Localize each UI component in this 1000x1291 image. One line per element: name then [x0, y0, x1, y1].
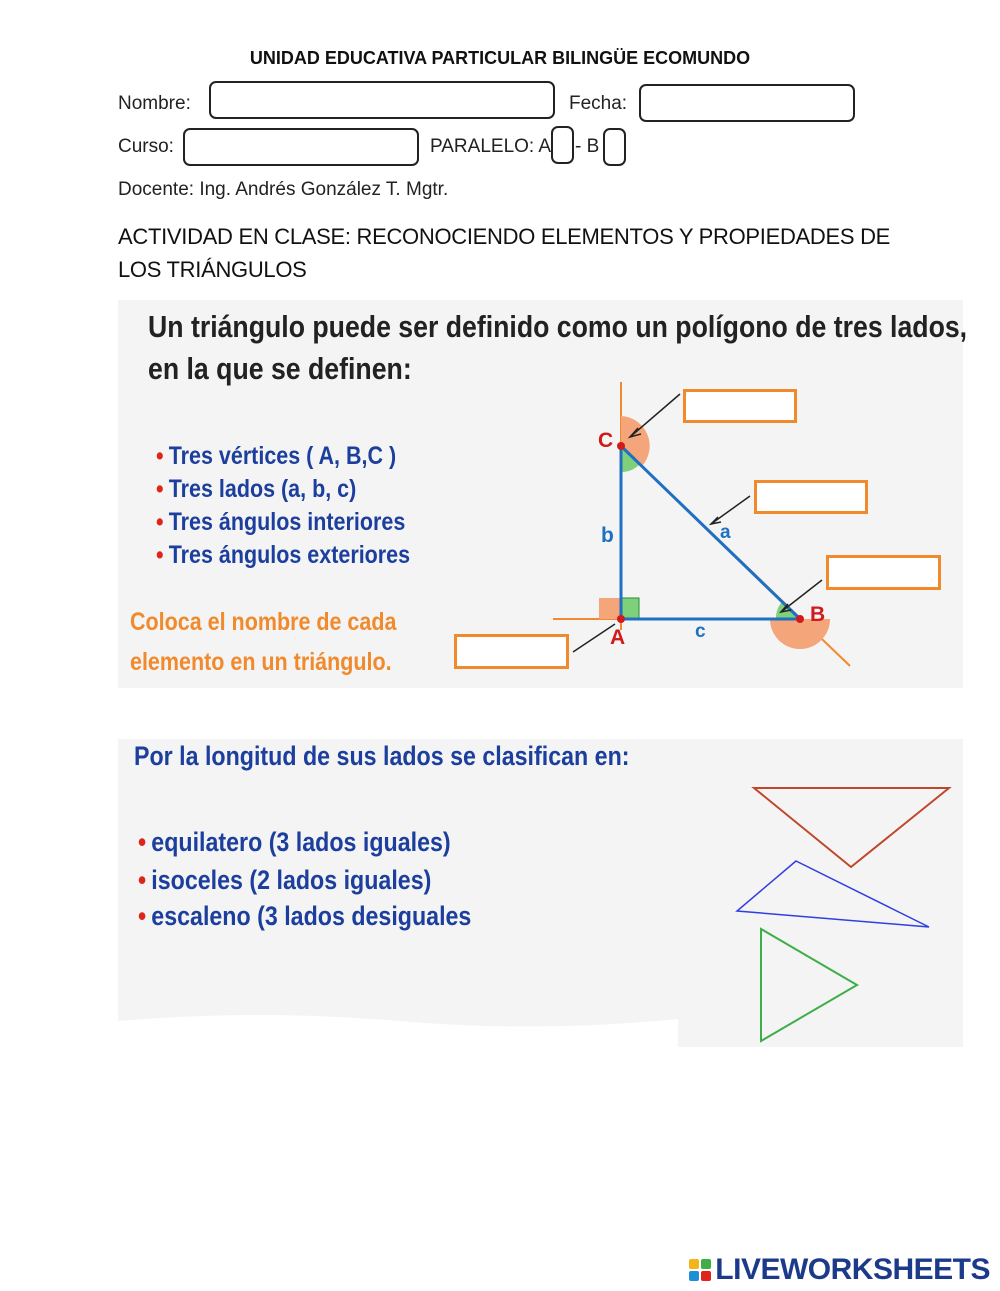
curso-input[interactable] [183, 128, 419, 166]
panel1-heading-line1: Un triángulo puede ser definido como un polígono de tres lados, [148, 309, 968, 344]
bullet-angulos-interiores: • Tres ángulos interiores [156, 508, 406, 536]
instruction-line2: elemento en un triángulo. [130, 648, 392, 676]
logo-text: LIVEWORKSHEETS [715, 1253, 990, 1286]
logo-icon [689, 1259, 711, 1281]
bullet-equilatero-text: equilatero (3 lados iguales) [151, 827, 451, 857]
activity-title [118, 220, 890, 286]
arrow-to-side-a [711, 496, 750, 524]
liveworksheets-logo[interactable] [689, 1253, 990, 1287]
vertex-b-point [796, 615, 804, 623]
bullet-angulos-exteriores-text: Tres ángulos exteriores [168, 541, 411, 569]
panel2-heading: Por la longitud de sus lados se clasifican en: [134, 741, 630, 771]
panel1-heading-line2: en la que se definen: [148, 351, 412, 386]
activity-title-line1: ACTIVIDAD EN CLASE: RECONOCIENDO ELEMENTOS Y PROPIEDADES DE [118, 224, 891, 249]
vertex-c-point [617, 442, 625, 450]
side-a-line [621, 446, 800, 619]
bullet-vertices-text: Tres vértices ( A, B,C ) [168, 442, 397, 470]
arrow-to-c-angle [630, 394, 680, 437]
paralelo-label: PARALELO: A [430, 136, 552, 157]
school-name: UNIDAD EDUCATIVA PARTICULAR BILINGÜE ECOMUNDO [249, 48, 751, 68]
answer-box-side[interactable] [754, 480, 868, 514]
triangle-classification-panel [118, 739, 963, 1047]
triangle-equilateral-brown [754, 788, 949, 867]
triangle-isosceles-green [761, 929, 857, 1041]
answer-box-exterior-angle[interactable] [683, 389, 797, 423]
nombre-label: Nombre: [118, 93, 191, 114]
paralelo-separator: - B [575, 136, 600, 157]
label-side-a: a [720, 522, 731, 543]
instruction-line1: Coloca el nombre de cada [130, 608, 397, 636]
label-vertex-a: A [610, 626, 626, 649]
answer-box-interior-angle[interactable] [826, 555, 941, 590]
curso-label: Curso: [118, 136, 174, 157]
paralelo-a-checkbox[interactable] [551, 126, 574, 164]
torn-edge [118, 1015, 678, 1047]
nombre-input[interactable] [209, 81, 555, 119]
exterior-angle-a [599, 598, 621, 619]
bullet-isoceles-text: isoceles (2 lados iguales) [151, 865, 432, 895]
paralelo-b-checkbox[interactable] [603, 128, 626, 166]
label-vertex-b: B [810, 603, 826, 626]
classification-triangles [118, 739, 963, 1047]
bullet-angulos-interiores-text: Tres ángulos interiores [168, 508, 406, 536]
triangle-elements-panel [118, 300, 968, 688]
triangle-scalene-blue [737, 861, 929, 927]
docente-line: Docente: Ing. Andrés González T. Mgtr. [118, 179, 449, 200]
bullet-vertices: • Tres vértices ( A, B,C ) [156, 442, 397, 470]
bullet-lados: • Tres lados (a, b, c) [156, 475, 357, 503]
bullet-escaleno: • escaleno (3 lados desiguales [138, 901, 472, 931]
interior-angle-a [621, 598, 639, 619]
fecha-label: Fecha: [569, 93, 628, 114]
bullet-isoceles: • isoceles (2 lados iguales) [138, 865, 432, 895]
bullet-equilatero: • equilatero (3 lados iguales) [138, 827, 451, 857]
label-side-b: b [601, 524, 614, 547]
label-side-c: c [695, 621, 706, 642]
arrow-to-a-vertex [573, 624, 615, 652]
answer-box-vertex[interactable] [454, 634, 569, 669]
bullet-angulos-exteriores: • Tres ángulos exteriores [156, 541, 411, 569]
bullet-escaleno-text: escaleno (3 lados desiguales [151, 901, 472, 931]
vertex-a-point [617, 615, 625, 623]
fecha-input[interactable] [639, 84, 855, 122]
bullet-lados-text: Tres lados (a, b, c) [168, 475, 357, 503]
activity-title-line2: LOS TRIÁNGULOS [118, 257, 307, 282]
label-vertex-c: C [598, 429, 614, 452]
